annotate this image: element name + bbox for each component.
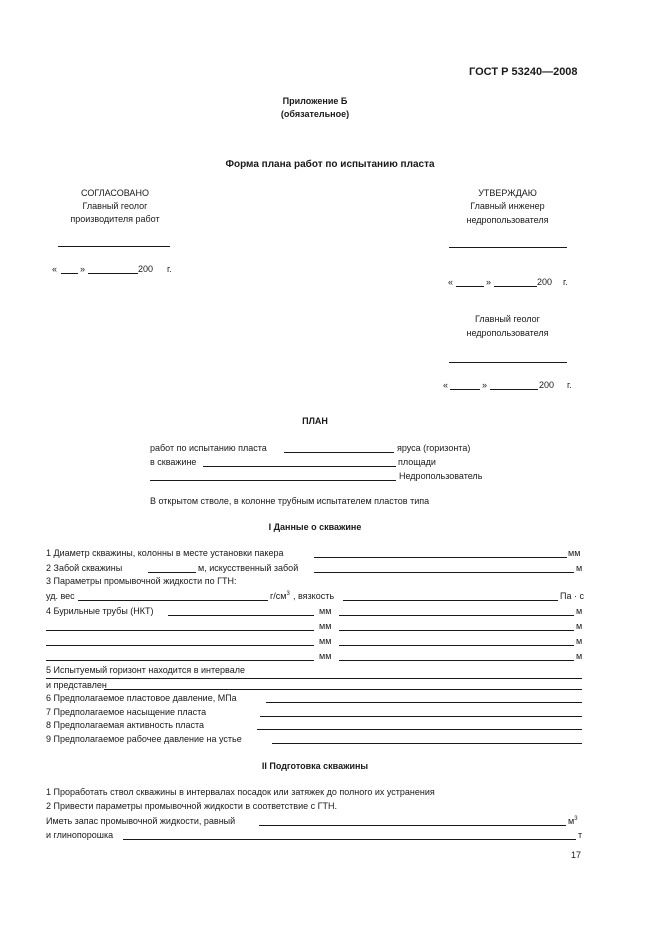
item4-row4-unit-mm: мм <box>319 651 332 661</box>
item8-label: 8 Предполагаемая активность пласта <box>46 720 205 730</box>
agreed-month-field[interactable] <box>88 273 138 274</box>
item3-label: 3 Параметры промывочной жидкости по ГТН: <box>46 576 237 586</box>
item4-row3-field-b[interactable] <box>339 645 574 646</box>
item1-unit: мм <box>568 548 581 558</box>
agreed-signature-line[interactable] <box>58 246 170 247</box>
plan-method: В открытом стволе, в колонне трубным испытателем пластов типа <box>150 496 430 506</box>
item4-row2-unit-m: м <box>576 621 583 631</box>
plan-title: ПЛАН <box>302 416 328 426</box>
item4-row1-unit-mm: мм <box>319 606 332 616</box>
approve-heading: УТВЕРЖДАЮ <box>478 188 537 198</box>
item3-viscosity-unit: Па · с <box>560 591 584 601</box>
reserve-unit: $м^3$ <box>568 816 578 826</box>
item6-field[interactable] <box>266 702 582 703</box>
item5-label: 5 Испытуемый горизонт находится в интервале <box>46 665 245 675</box>
item5-interval-field[interactable] <box>46 678 582 679</box>
approve-month-field[interactable] <box>494 286 537 287</box>
agreed-year-suffix: г. <box>167 264 172 274</box>
item3-density-field[interactable] <box>78 600 268 601</box>
clay-unit: т <box>578 830 583 840</box>
plan-subsoil-user-field[interactable] <box>150 480 396 481</box>
item4-row3-unit-m: м <box>576 636 583 646</box>
approve2-day-field[interactable] <box>450 389 480 390</box>
item4-row2-field-a[interactable] <box>46 630 314 631</box>
item9-field[interactable] <box>272 743 582 744</box>
approve-date-open: « <box>448 277 454 287</box>
approve2-signature-line[interactable] <box>449 362 567 363</box>
plan-line2-suffix: площади <box>398 457 436 467</box>
form-title: Форма плана работ по испытанию пласта <box>225 159 435 170</box>
plan-line1-suffix: яруса (горизонта) <box>397 443 471 453</box>
appendix-title: Приложение Б <box>282 96 348 106</box>
approve-year-suffix: г. <box>563 277 568 287</box>
item2-label-b: м, искусственный забой <box>198 563 299 573</box>
item8-field[interactable] <box>257 729 582 730</box>
approve-day-field[interactable] <box>456 286 484 287</box>
document-code: ГОСТ Р 53240—2008 <box>469 66 578 78</box>
approve2-date-open: « <box>443 380 449 390</box>
approve2-date-mid: » <box>482 380 488 390</box>
agreed-heading: СОГЛАСОВАНО <box>81 188 149 198</box>
item1-field[interactable] <box>314 557 567 558</box>
plan-well-field[interactable] <box>203 466 396 467</box>
item6-label: 6 Предполагаемое пластовое давление, МПа <box>46 693 237 703</box>
item5-represented-label: и представлен <box>46 680 107 690</box>
item3-ud-ves-label: уд. вес <box>46 591 75 601</box>
approve2-month-field[interactable] <box>490 389 538 390</box>
item4-row1-field-a[interactable] <box>168 615 314 616</box>
item2-unit: м <box>576 563 583 573</box>
item2-artificial-field[interactable] <box>314 572 574 573</box>
item4-row4-field-a[interactable] <box>46 660 314 661</box>
item4-row4-field-b[interactable] <box>339 660 574 661</box>
item2-depth-field[interactable] <box>148 572 196 573</box>
agreed-role-line2: производителя работ <box>70 214 160 224</box>
item3-viscosity-label: , вязкость <box>293 591 335 601</box>
reserve-label: Иметь запас промывочной жидкости, равный <box>46 816 236 826</box>
approve2-role-line1: Главный геолог <box>475 314 540 324</box>
item4-row3-field-a[interactable] <box>46 645 314 646</box>
approve-role-line2: недропользователя <box>466 215 549 225</box>
item3-density-unit: $г/см^3$ <box>270 591 290 601</box>
page-number: 17 <box>571 850 582 860</box>
clay-label: и глинопорошка <box>46 830 114 840</box>
section2-item2: 2 Привести параметры промывочной жидкости в соответствие с ГТН. <box>46 801 337 811</box>
item4-row1-unit-m: м <box>576 606 583 616</box>
agreed-date-open: « <box>52 264 58 274</box>
section2-item1: 1 Проработать ствол скважины в интервалах посадок или затяжек до полного их устранения <box>46 787 435 797</box>
reserve-field[interactable] <box>259 825 566 826</box>
plan-line1-prefix: работ по испытанию пласта <box>150 443 267 453</box>
item4-label: 4 Бурильные трубы (НКТ) <box>46 606 154 616</box>
clay-field[interactable] <box>123 839 576 840</box>
agreed-role-line1: Главный геолог <box>82 201 148 211</box>
appendix-status: (обязательное) <box>280 109 350 119</box>
approve-signature-line[interactable] <box>449 247 567 248</box>
item3-viscosity-field[interactable] <box>343 600 558 601</box>
agreed-day-field[interactable] <box>61 273 78 274</box>
item4-row2-unit-mm: мм <box>319 621 332 631</box>
section2-title: II Подготовка скважины <box>261 761 369 771</box>
plan-line3-suffix: Недропользователь <box>399 471 483 481</box>
item2-label-a: 2 Забой скважины <box>46 563 123 573</box>
plan-layer-field[interactable] <box>284 452 394 453</box>
approve-year: 200 <box>537 277 553 287</box>
approve2-year: 200 <box>539 380 555 390</box>
approve-date-mid: » <box>486 277 492 287</box>
item7-field[interactable] <box>260 716 582 717</box>
agreed-date-mid: » <box>80 264 86 274</box>
item4-row4-unit-m: м <box>576 651 583 661</box>
item4-row3-unit-mm: мм <box>319 636 332 646</box>
item9-label: 9 Предполагаемое рабочее давление на устье <box>46 734 242 744</box>
item1-label: 1 Диаметр скважины, колонны в месте установки пакера <box>46 548 284 558</box>
plan-line2-prefix: в скважине <box>150 457 197 467</box>
item7-label: 7 Предполагаемое насыщение пласта <box>46 707 207 717</box>
approve-role-line1: Главный инженер <box>470 201 545 211</box>
approve2-role-line2: недропользователя <box>466 328 549 338</box>
item4-row2-field-b[interactable] <box>339 630 574 631</box>
approve2-year-suffix: г. <box>567 380 572 390</box>
agreed-year: 200 <box>138 264 154 274</box>
section1-title: I Данные о скважине <box>268 522 362 532</box>
item4-row1-field-b[interactable] <box>339 615 574 616</box>
item5-represented-field[interactable] <box>104 689 582 690</box>
